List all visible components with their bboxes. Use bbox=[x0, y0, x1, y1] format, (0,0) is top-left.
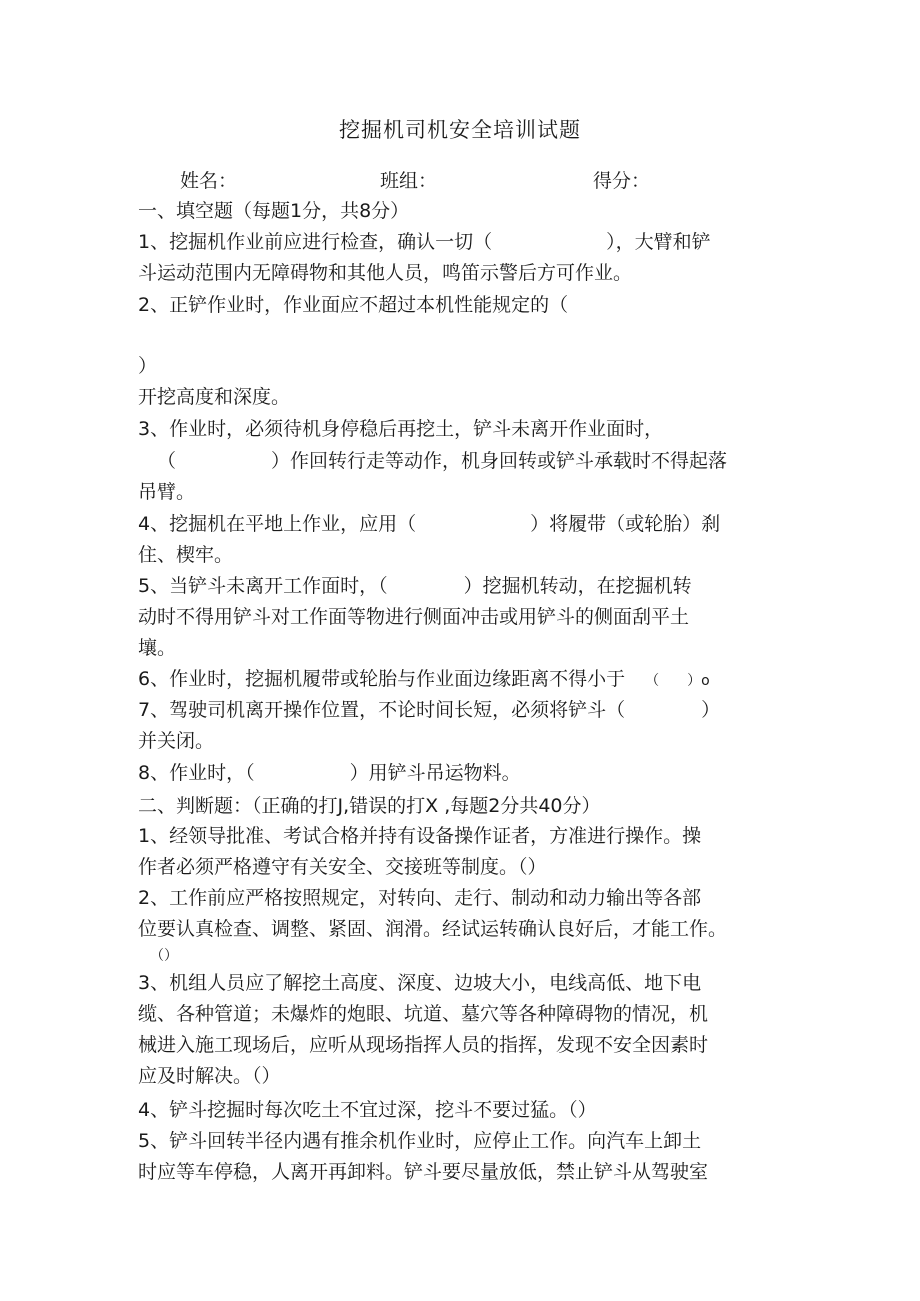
question-line: 1、经领导批准、考试合格并持有设备操作证者，方准进行操作。操 bbox=[138, 825, 702, 847]
question-line: 3、机组人员应了解挖土高度、深度、边坡大小，电线高低、地下电 bbox=[138, 972, 702, 994]
question-line: 时应等车停稳，人离开再卸料。铲斗要尽量放低，禁止铲斗从驾驶室 bbox=[138, 1161, 709, 1183]
question-line: 3、作业时，必须待机身停稳后再挖土，铲斗未离开作业面时， bbox=[138, 418, 664, 440]
question-line: 2、工作前应严格按照规定，对转向、走行、制动和动力输出等各部 bbox=[138, 887, 702, 909]
question-line: 住、楔牢。 bbox=[138, 544, 234, 566]
question-line: 缆、各种管道；未爆炸的炮眼、坑道、墓穴等各种障碍物的情况，机 bbox=[138, 1003, 709, 1025]
question-line: 动时不得用铲斗对工作面等物进行侧面冲击或用铲斗的侧面刮平土 bbox=[138, 606, 690, 628]
question-line: 斗运动范围内无障碍物和其他人员，鸣笛示警后方可作业。 bbox=[138, 262, 633, 284]
page-title: 挖掘机司机安全培训试题 bbox=[339, 118, 581, 142]
section-heading: 二、判断题：（正确的打J,错误的打X ,每题2分共40分） bbox=[138, 795, 601, 817]
answer-blank: （） bbox=[150, 948, 178, 964]
name-label: 姓名： bbox=[180, 170, 238, 192]
question-line: 2、正铲作业时，作业面应不超过本机性能规定的（ bbox=[138, 294, 569, 316]
answer-blank: （ ）o bbox=[645, 673, 710, 689]
question-line: ） bbox=[138, 355, 158, 377]
question-line: 5、当铲斗未离开工作面时，（ ）挖掘机转动，在挖掘机转 bbox=[138, 575, 692, 597]
group-label: 班组： bbox=[380, 170, 438, 192]
question-line bbox=[138, 665, 710, 695]
question-line: 并关闭。 bbox=[138, 730, 215, 752]
question-line: 吊臂。 bbox=[138, 481, 196, 503]
question-line: 械进入施工现场后，应听从现场指挥人员的指挥，发现不安全因素时 bbox=[138, 1034, 709, 1056]
score-label: 得分： bbox=[593, 170, 651, 192]
question-line: 开挖高度和深度。 bbox=[138, 386, 291, 408]
question-line: 5、铲斗回转半径内遇有推余机作业时，应停止工作。向汽车上卸土 bbox=[138, 1130, 702, 1152]
question-line: （ ）作回转行走等动作，机身回转或铲斗承载时不得起落 bbox=[157, 450, 728, 472]
question-line: 位要认真检查、调整、紧固、润滑。经试运转确认良好后，才能工作。 bbox=[138, 918, 728, 940]
question-line: 应及时解决。（） bbox=[138, 1065, 281, 1087]
question-line: 作者必须严格遵守有关安全、交接班等制度。（） bbox=[138, 856, 547, 878]
section-heading: 一、填空题（每题1分，共8分） bbox=[138, 200, 410, 222]
question-line: 4、挖掘机在平地上作业，应用（ ）将履带（或轮胎）刹 bbox=[138, 513, 721, 535]
question-line: 1、挖掘机作业前应进行检查，确认一切（ ），大臂和铲 bbox=[138, 231, 711, 253]
question-text: 6、作业时，挖掘机履带或轮胎与作业面边缘距离不得小于 bbox=[138, 668, 626, 690]
question-line: 4、铲斗挖掘时每次吃土不宜过深，挖斗不要过猛。（） bbox=[138, 1099, 597, 1121]
question-line: 7、驾驶司机离开操作位置，不论时间长短，必须将铲斗（ ） bbox=[138, 699, 721, 721]
question-line: 8、作业时，（ ）用铲斗吊运物料。 bbox=[138, 762, 521, 784]
question-line: 壤。 bbox=[138, 637, 177, 659]
